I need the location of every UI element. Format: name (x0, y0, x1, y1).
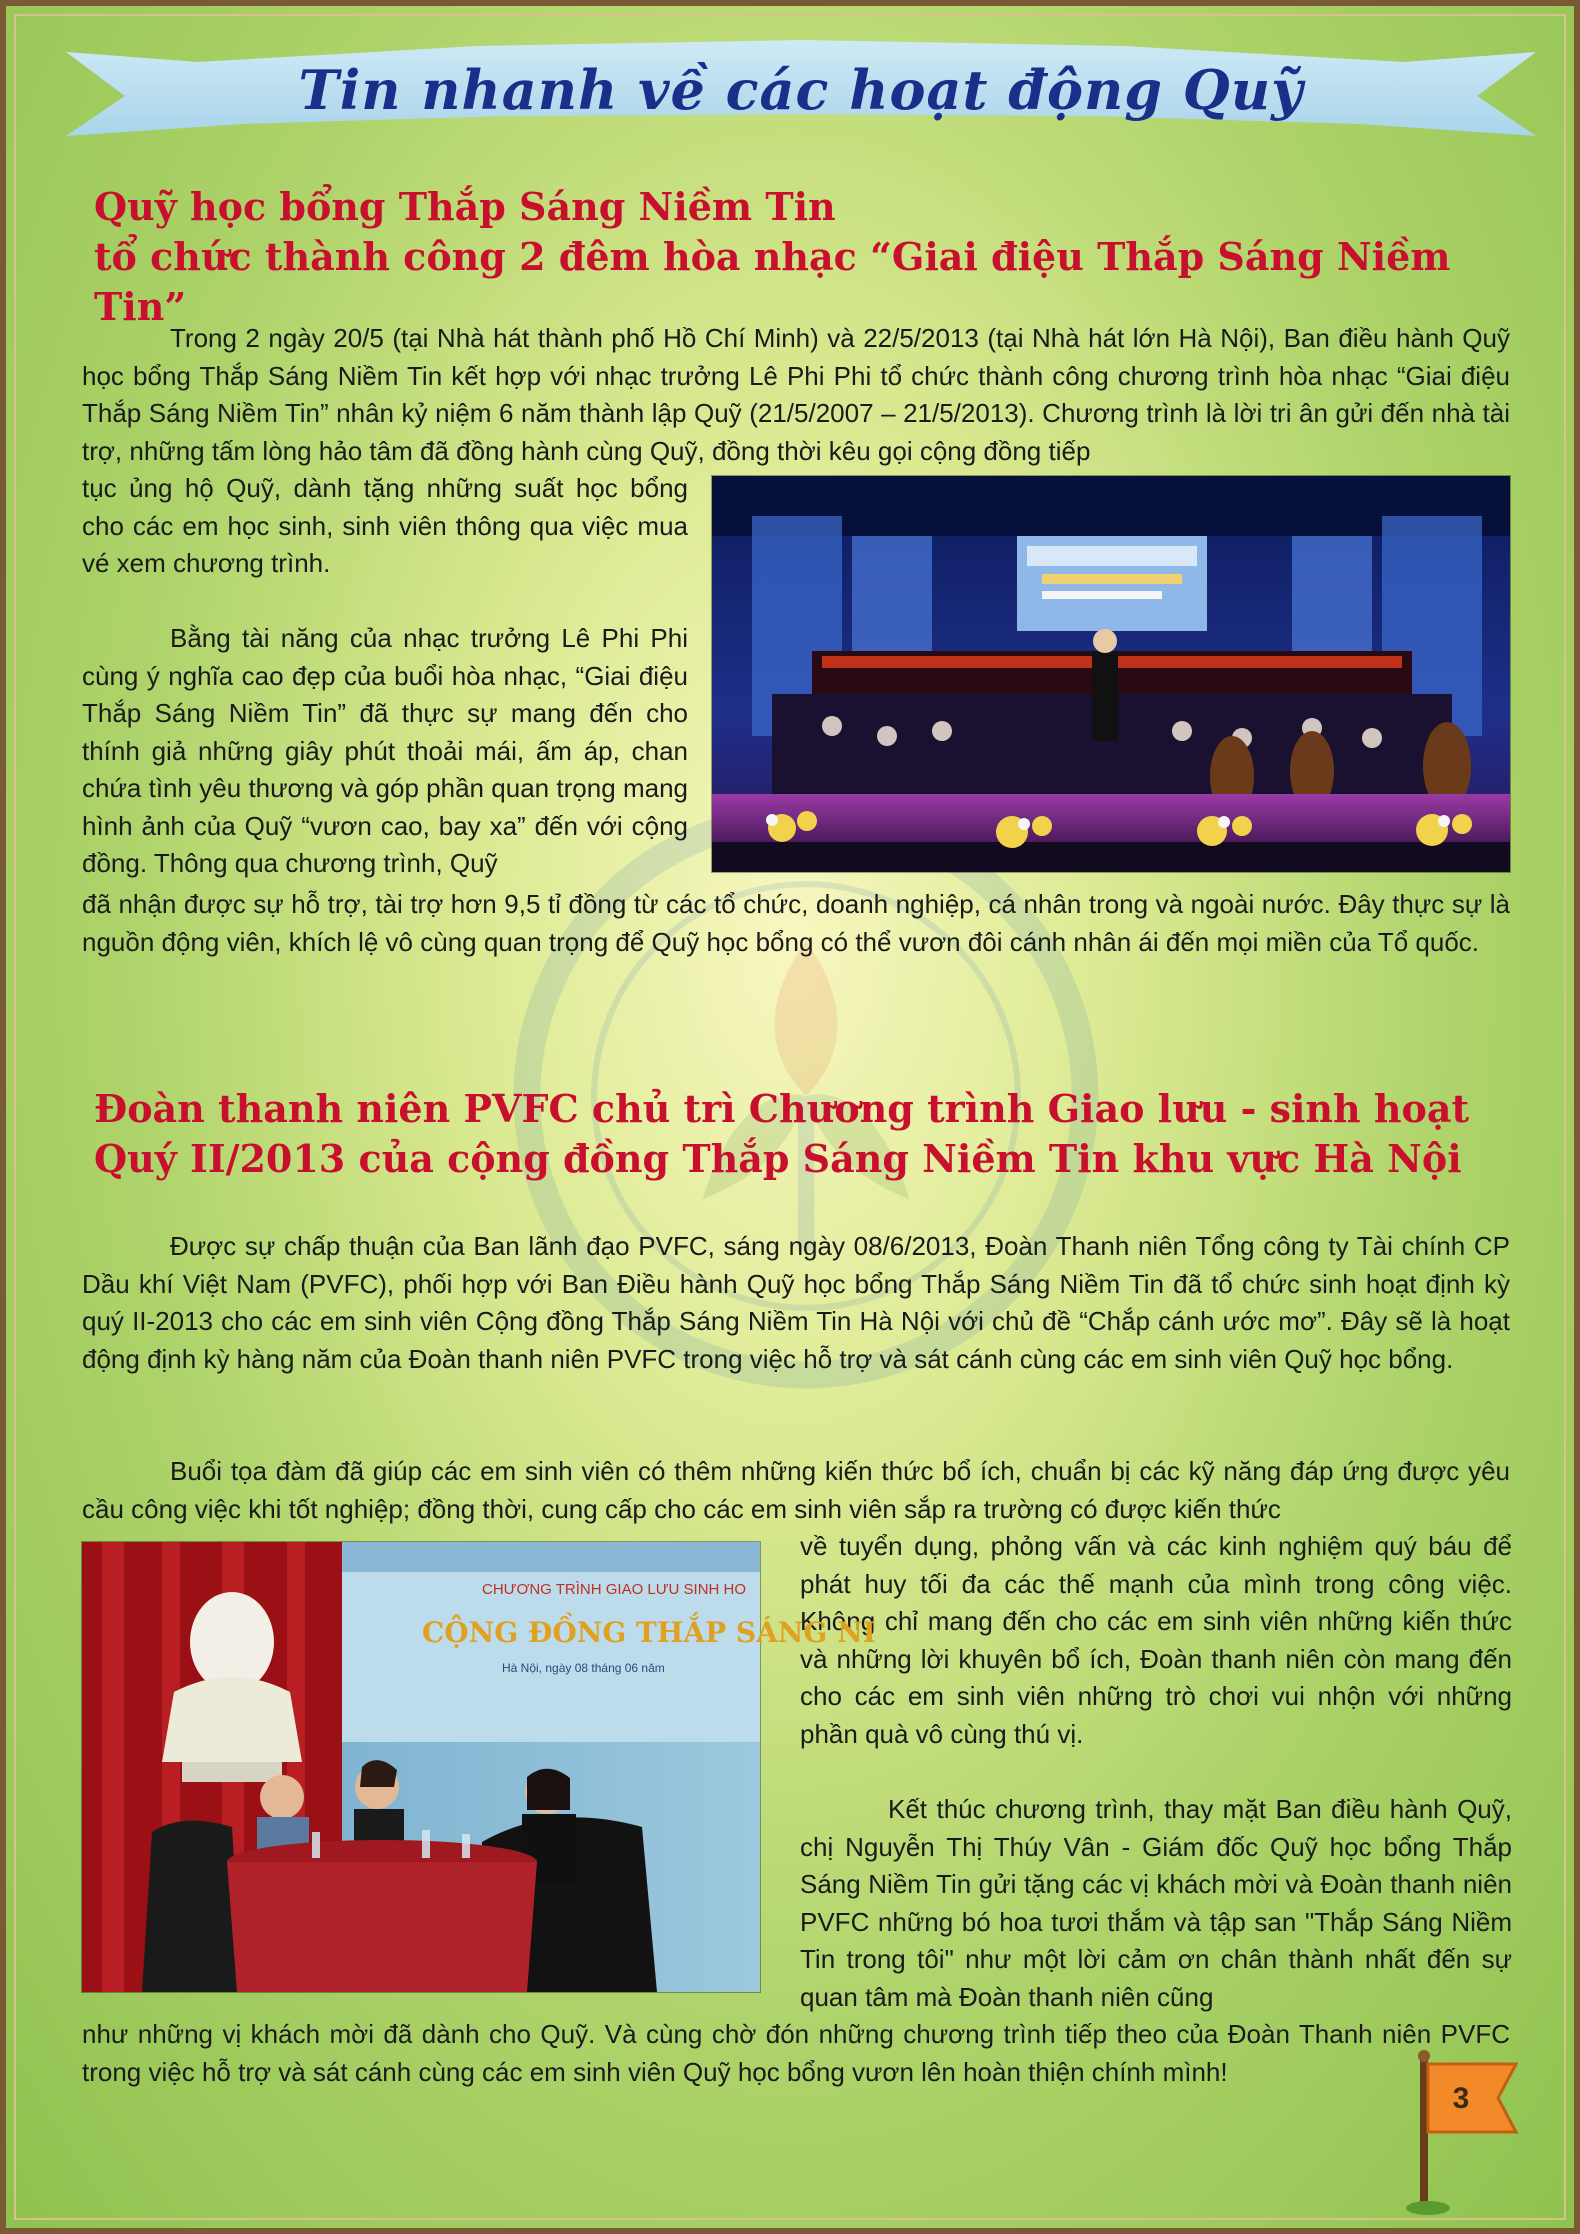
article2-paragraph3: Kết thúc chương trình, thay mặt Ban điều hành Quỹ, chị Nguyễn Thị Thúy Vân - Giám đốc Quỹ học bổng Thắp Sáng Niềm Tin gửi tặng các vị khách mời và Đoàn thanh niên PVFC những bó hoa tươi thắm và tập san "Thắp Sáng Niềm Tin trong tôi" như một lời cảm ơn chân thành nhất đến sự quan tâm mà Đoàn thanh niên cũng (800, 1794, 1512, 2012)
concert-photo (712, 476, 1510, 872)
meeting-photo (82, 1542, 876, 1992)
article2-paragraph2: Buổi tọa đàm đã giúp các em sinh viên có thêm những kiến thức bổ ích, chuẩn bị các kỹ năng đáp ứng được yêu cầu công việc khi tốt nghiệp; đồng thời, cung cấp cho các em sinh viên sắp ra trường có được kiến thức (82, 1456, 1510, 1524)
article1-paragraph1: Trong 2 ngày 20/5 (tại Nhà hát thành phố Hồ Chí Minh) và 22/5/2013 (tại Nhà hát lớn Hà Nội), Ban điều hành Quỹ học bổng Thắp Sáng Niềm Tin kết hợp với nhạc trưởng Lê Phi Phi tổ chức thành công chương trình hòa nhạc “Giai điệu Thắp Sáng Niềm Tin” nhân kỷ niệm 6 năm thành lập Quỹ (21/5/2007 – 21/5/2013). Chương trình là lời tri ân gửi đến nhà tài trợ, những tấm lòng hảo tâm đã đồng hành cùng Quỹ, đồng thời kêu gọi cộng đồng tiếp (82, 323, 1510, 466)
page-number: 3 (1452, 2082, 1470, 2115)
article1-paragraph2-continued: đã nhận được sự hỗ trợ, tài trợ hơn 9,5 tỉ đồng từ các tổ chức, doanh nghiệp, cá nhân trong và ngoài nước. Đây thực sự là nguồn động viên, khích lệ vô cùng quan trọng để Quỹ học bổng có thể vươn đôi cánh nhân ái đến mọi miền của Tổ quốc. (82, 889, 1510, 957)
article2-paragraph3-continued: như những vị khách mời đã dành cho Quỹ. Và cùng chờ đón những chương trình tiếp theo của Đoàn Thanh niên PVFC trong việc hỗ trợ và sát cánh cùng các em sinh viên Quỹ học bổng vươn lên hoàn thiện chính mình! (82, 2019, 1510, 2087)
photo-banner-line3: Hà Nội, ngày 08 tháng 06 năm (502, 1661, 665, 1675)
article1-heading-line1: Quỹ học bổng Thắp Sáng Niềm Tin (94, 184, 836, 229)
article2-heading-line1: Đoàn thanh niên PVFC chủ trì Chương trình Giao lưu - sinh hoạt (94, 1086, 1470, 1131)
photo-banner-line1: CHƯƠNG TRÌNH GIAO LƯU SINH HO (482, 1581, 747, 1598)
article1-heading-line2: tổ chức thành công 2 đêm hòa nhạc “Giai điệu Thắp Sáng Niềm Tin” (94, 234, 1451, 329)
article2-paragraph1: Được sự chấp thuận của Ban lãnh đạo PVFC, sáng ngày 08/6/2013, Đoàn Thanh niên Tổng công ty Tài chính CP Dầu khí Việt Nam (PVFC), phối hợp với Ban Điều hành Quỹ học bổng Thắp Sáng Niềm Tin đã tổ chức sinh hoạt định kỳ quý II-2013 cho các em sinh viên Cộng đồng Thắp Sáng Niềm Tin Hà Nội với chủ đề “Chắp cánh ước mơ”. Đây sẽ là hoạt động định kỳ hàng năm của Đoàn thanh niên PVFC trong việc hỗ trợ và sát cánh cùng các em sinh viên Quỹ học bổng. (82, 1231, 1510, 1374)
photo-banner-line2: CỘNG ĐỒNG THẮP SÁNG NI (422, 1616, 876, 1649)
article2-paragraph2-continued: về tuyển dụng, phỏng vấn và các kinh nghiệm quý báu để phát huy tối đa các thế mạnh của mình trong công việc. Không chỉ mang đến cho các em sinh viên những kiến thức và những lời khuyên bổ ích, Đoàn thanh niên còn mang đến cho các em sinh viên những trò chơi vui nhộn với những phần quà vô cùng thú vị. (800, 1531, 1512, 1749)
article1-paragraph1-continued: tục ủng hộ Quỹ, dành tặng những suất học bổng cho các em học sinh, sinh viên thông qua việc mua vé xem chương trình. (82, 473, 688, 578)
article2-heading-line2: Quý II/2013 của cộng đồng Thắp Sáng Niềm Tin khu vực Hà Nội (94, 1136, 1462, 1181)
page-number-flag-icon (1406, 2046, 1526, 2216)
article1-paragraph2: Bằng tài năng của nhạc trưởng Lê Phi Phi cùng ý nghĩa cao đẹp của buổi hòa nhạc, “Giai điệu Thắp Sáng Niềm Tin” đã thực sự mang đến cho thính giả những giây phút thoải mái, ấm áp, chan chứa tình yêu thương và góp phần quan trọng mang hình ảnh của Quỹ “vươn cao, bay xa” đến với cộng đồng. Thông qua chương trình, Quỹ (82, 623, 688, 878)
section-title: Tin nhanh về các hoạt động Quỹ (298, 58, 1304, 122)
